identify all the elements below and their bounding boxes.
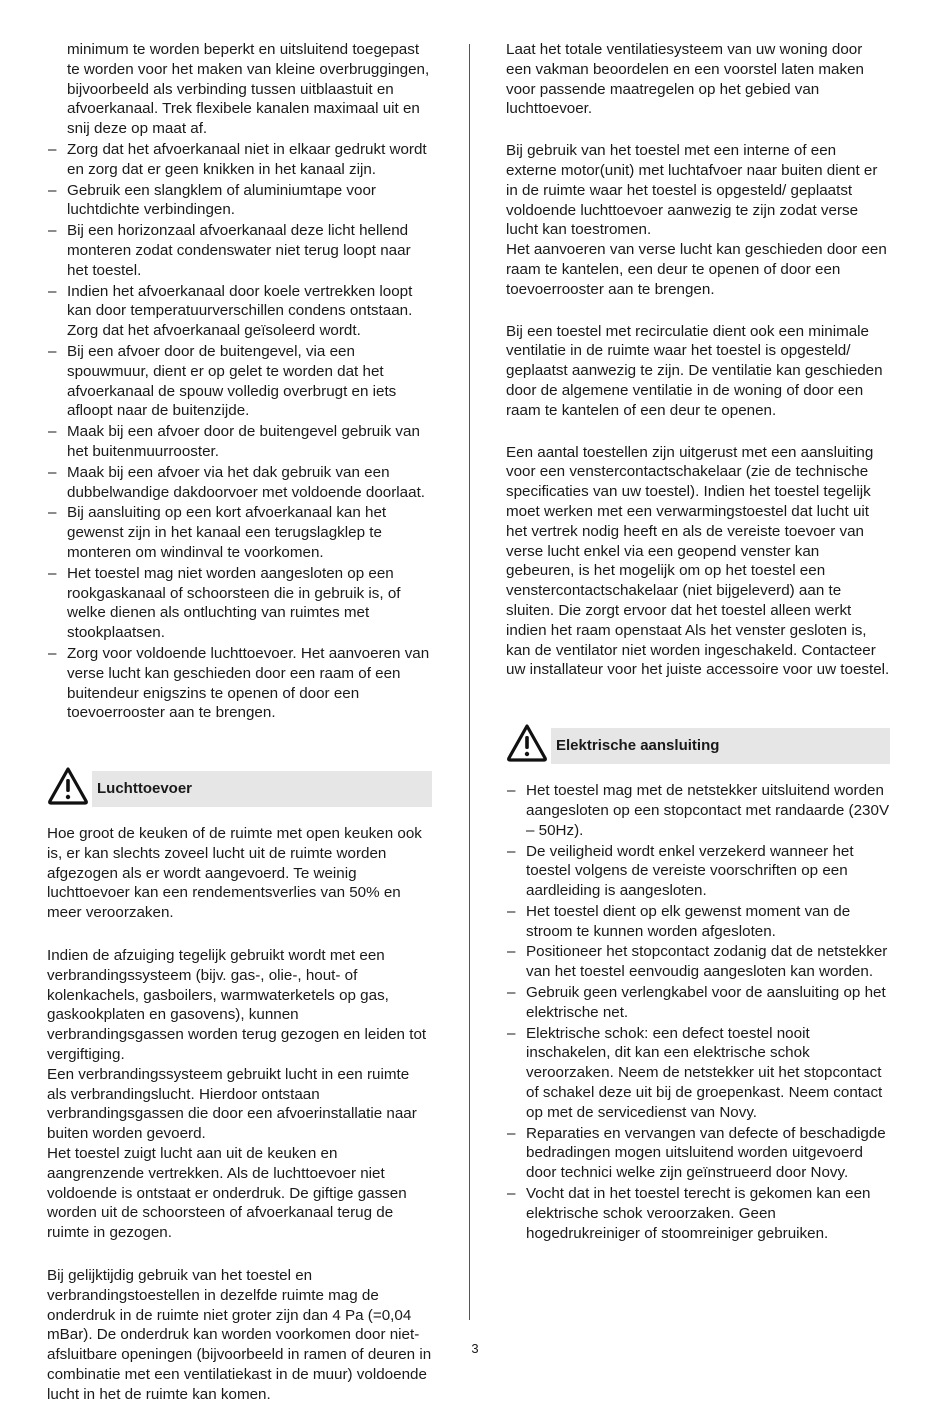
list-item: – Gebruik geen verlengkabel voor de aansluiting op het elektrische net. (506, 983, 890, 1023)
list-item: – Zorg voor voldoende luchttoevoer. Het aanvoeren van verse lucht kan geschieden door een raam of een buitendeur enigszins te openen of door een toevoerrooster aan te brengen. (47, 644, 432, 723)
list-item: – Maak bij een afvoer via het dak gebruik van een dubbelwandige dakdoorvoer met voldoende doorlaat. (47, 463, 432, 503)
paragraph: Het aanvoeren van verse lucht kan geschieden door een raam te kantelen, een deur te openen of door een toevoerrooster aan te brengen. (506, 241, 887, 298)
paragraph: Bij een toestel met recirculatie dient ook een minimale ventilatie in de ruimte waar het toestel is opgesteld/ geplaatst aanwezig te zijn. De ventilatie kan geschieden door de algemene ventilatie in de woning of door een raam te kantelen of een deur te openen. (506, 322, 883, 419)
list-item: – Het toestel mag met de netstekker uitsluitend worden aangesloten op een stopcontact met randaarde (230V – 50Hz). (506, 781, 890, 840)
list-item: – Maak bij een afvoer door de buitengevel gebruik van het buitenmuurrooster. (47, 422, 432, 462)
paragraph: Het toestel zuigt lucht aan uit de keuken en aangrenzende vertrekken. Als de luchttoevoer niet voldoende is ontstaat er onderdruk. De giftige gassen worden uit de schoorsteen of afvoerkanaal terug de ruimte in gezogen. (47, 1145, 407, 1242)
paragraph: Bij gebruik van het toestel met een interne of een externe motor(unit) met luchtafvoer naar buiten dient er in de ruimte waar het toestel is opgesteld/ geplaatst voldoende luchttoevoer aanwezig te zijn zodat verse lucht kan toestromen. (506, 142, 878, 239)
electrical-instructions-list (506, 781, 890, 1243)
section-header-elektrische-aansluiting (506, 728, 890, 764)
right-column (506, 40, 890, 1244)
paragraph: Indien de afzuiging tegelijk gebruikt wordt met een verbrandingssysteem (bijv. gas-, olie-, hout- of kolenkachels, gasboilers, warmwaterketels op gas, gaskookplaten en gasovens), kunnen verbrandingsgassen worden terug gezogen en leiden tot vergiftiging. (47, 947, 427, 1064)
column-divider (469, 44, 470, 1320)
list-item: – De veiligheid wordt enkel verzekerd wanneer het toestel volgens de vereiste voorschriften op een aardleiding is aangesloten. (506, 842, 890, 901)
paragraph: Bij gelijktijdig gebruik van het toestel en verbrandingstoestellen in dezelfde ruimte mag de onderdruk in de ruimte niet groter zijn dan 4 Pa (=0,04 mBar). De onderdruk kan worden voorkomen door niet-afsluitbare openingen (bijvoorbeeld in ramen of deuren in combinatie met een ventilatiekast in de muur) voldoende lucht in het de ruimte kan komen. (47, 1267, 432, 1403)
list-item: – Bij een horizonzaal afvoerkanaal deze licht hellend monteren zodat condenswater niet terug loopt naar het toestel. (47, 221, 432, 280)
list-item: – Reparaties en vervangen van defecte of beschadigde bedradingen mogen uitsluitend worden uitgevoerd door technici welke zijn geïnstrueerd door Novy. (506, 1124, 890, 1183)
paragraph: Laat het totale ventilatiesysteem van uw woning door een vakman beoordelen en een voorstel laten maken voor passende maatregelen op het gebied van luchttoevoer. (506, 41, 864, 118)
list-item: – Zorg dat het afvoerkanaal niet in elkaar gedrukt wordt en zorg dat er geen knikken in het kanaal zijn. (47, 140, 432, 180)
paragraph: Een aantal toestellen zijn uitgerust met een aansluiting voor een venstercontactschakelaar (zie de technische specificaties van uw toestel). Indien het toestel tegelijk moet werken met een verwarmingstoestel dat lucht uit het vertrek nodig heeft en als de vereiste toevoer van verse lucht enkel via een geopend venster kan gebeuren, is het mogelijk om op het toestel een venstercontactschakelaar (niet bijgeleverd) aan te sluiten. Die zorgt ervoor dat het toestel alleen werkt indien het raam openstaat Als het venster gesloten is, kan de ventilator niet worden ingeschakeld. Contacteer uw installateur voor het juiste accessoire voor uw toestel. (506, 443, 890, 679)
list-item: – Elektrische schok: een defect toestel nooit inschakelen, dit kan een elektrische schok veroorzaken. Neem de netstekker uit het stopcontact of schakel deze uit bij de groepenkast. Neem contact op met de servicedienst van Novy. (506, 1024, 890, 1123)
section-title: Elektrische aansluiting (556, 737, 720, 755)
list-item: – Het toestel dient op elk gewenst moment van de stroom te kunnen worden afgesloten. (506, 902, 890, 942)
paragraph: Hoe groot de keuken of de ruimte met open keuken ook is, er kan slechts zoveel lucht uit de ruimte worden afgezogen als er wordt aangevoerd. Te weinig luchttoevoer kan een rendementsverlies van 50% en meer veroorzaken. (47, 825, 422, 922)
section-header-luchttoevoer (47, 771, 432, 807)
list-item: – Bij aansluiting op een kort afvoerkanaal kan het gewenst zijn in het kanaal een terugslagklep te monteren om windinval te voorkomen. (47, 503, 432, 562)
list-item: – Gebruik een slangklem of aluminiumtape voor luchtdichte verbindingen. (47, 181, 432, 221)
left-column (47, 40, 432, 1405)
duct-instructions-list (47, 140, 432, 723)
list-item: – Indien het afvoerkanaal door koele vertrekken loopt kan door temperatuurverschillen condens ontstaan. Zorg dat het afvoerkanaal geïsoleerd wordt. (47, 282, 432, 341)
paragraph: Een verbrandingssysteem gebruikt lucht in een ruimte als verbrandingslucht. Hierdoor ontstaan verbrandingsgassen die door een afvoerinstallatie naar buiten worden gevoerd. (47, 1065, 417, 1143)
warning-icon (47, 766, 89, 806)
list-item: – Het toestel mag niet worden aangesloten op een rookgaskanaal of schoorsteen die in gebruik is, of welke dienen als ontluchting van ruimtes met stookplaatsen. (47, 564, 432, 643)
warning-icon (506, 723, 548, 763)
page-number: 3 (471, 1341, 479, 1356)
section-title: Luchttoevoer (97, 780, 193, 798)
list-item: – Vocht dat in het toestel terecht is gekomen kan een elektrische schok veroorzaken. Geen hogedrukreiniger of stoomreiniger gebruiken. (506, 1184, 890, 1243)
intro-continuation: minimum te worden beperkt en uitsluitend toegepast te worden voor het maken van kleine overbruggingen, bijvoorbeeld als verbinding tussen uitblaastuit en afvoerkanaal. Trek flexibele kanalen maximaal uit en snij deze op maat af. (67, 41, 430, 138)
list-item: – Bij een afvoer door de buitengevel, via een spouwmuur, dient er op gelet te worden dat het afvoerkanaal de spouw volledig overbrugt en iets afloopt naar de buitenzijde. (47, 342, 432, 421)
list-item: – Positioneer het stopcontact zodanig dat de netstekker van het toestel eenvoudig aangesloten kan worden. (506, 942, 890, 982)
